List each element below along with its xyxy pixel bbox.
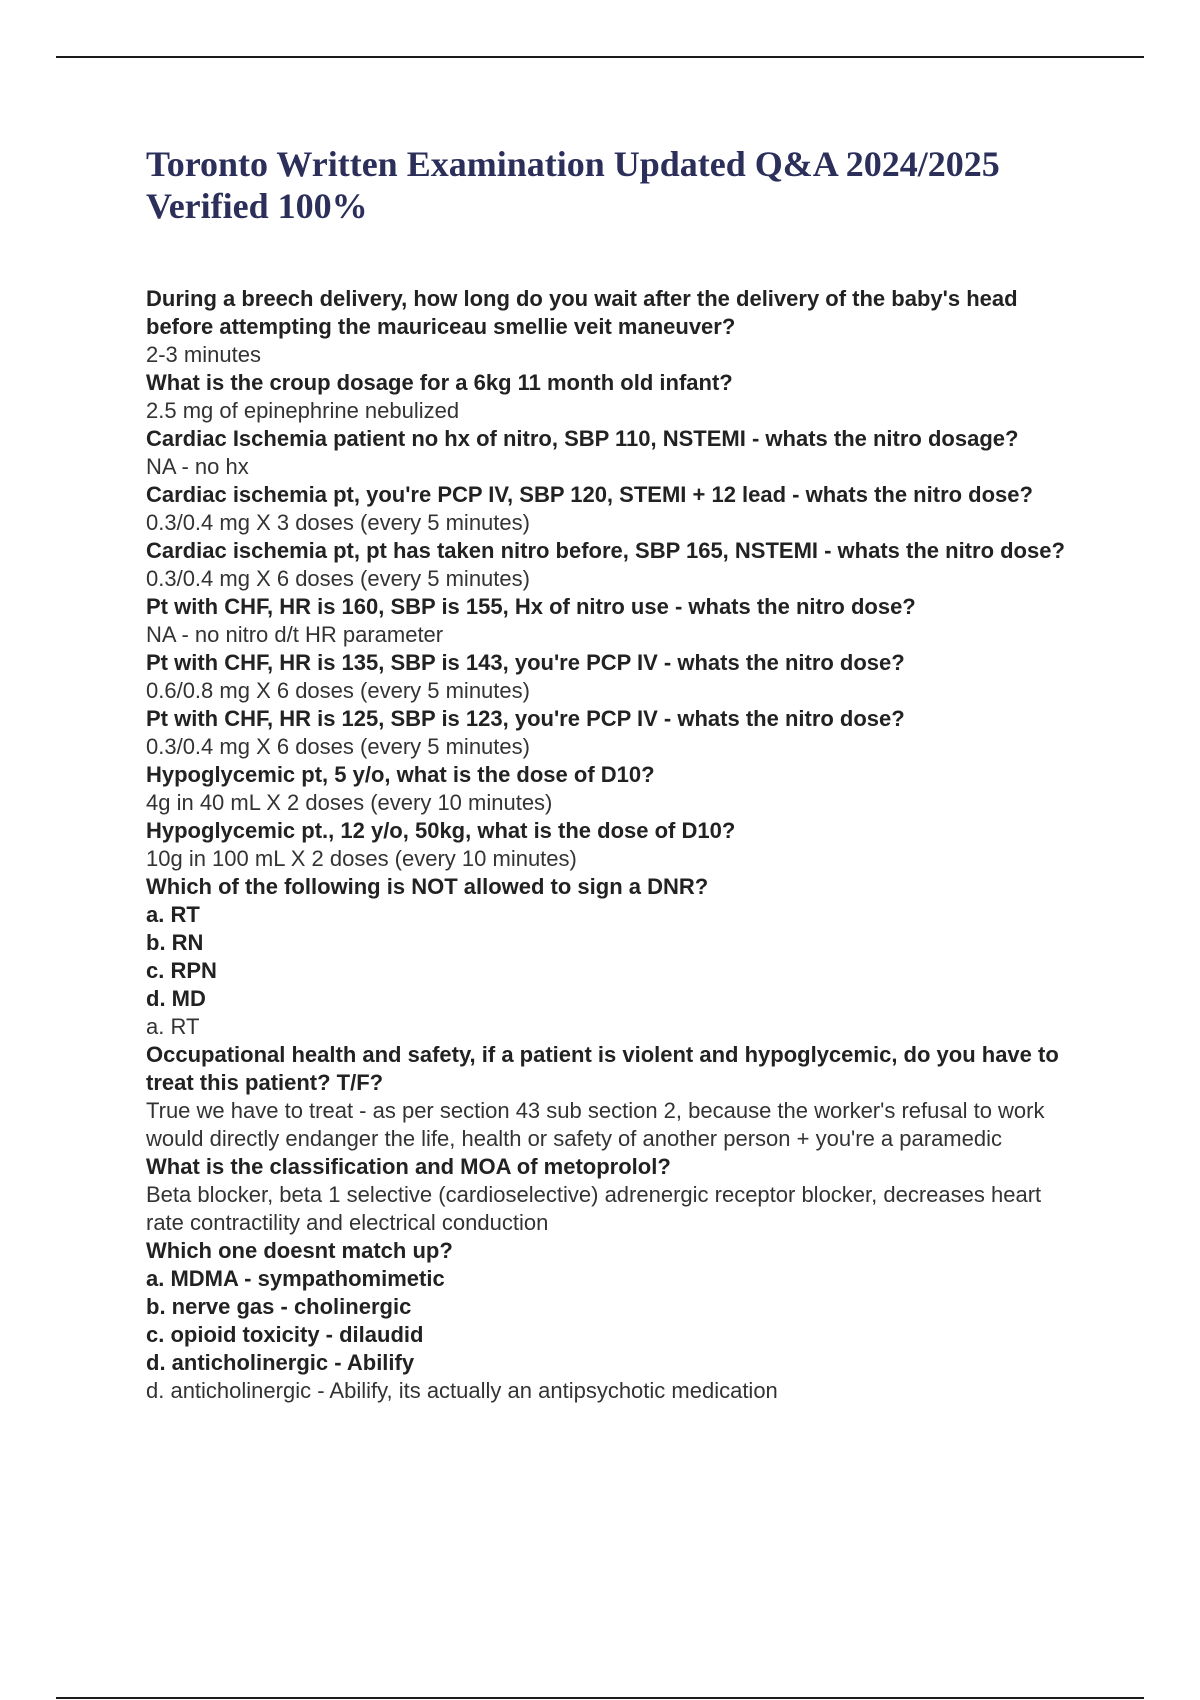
option: a. RT (146, 902, 200, 927)
qa-list (146, 285, 1066, 1405)
answer: NA - no hx (146, 454, 249, 479)
question: During a breech delivery, how long do you wait after the delivery of the baby's head before attempting the mauriceau smellie veit maneuver? (146, 286, 1018, 339)
question: Which one doesnt match up? (146, 1238, 453, 1263)
answer: 0.3/0.4 mg X 6 doses (every 5 minutes) (146, 566, 530, 591)
option: b. nerve gas - cholinergic (146, 1294, 412, 1319)
answer: NA - no nitro d/t HR parameter (146, 622, 444, 647)
question: Pt with CHF, HR is 160, SBP is 155, Hx of nitro use - whats the nitro dose? (146, 594, 916, 619)
qa-item (146, 1041, 1066, 1153)
answer: 0.3/0.4 mg X 3 doses (every 5 minutes) (146, 510, 530, 535)
option: c. RPN (146, 958, 217, 983)
qa-item (146, 649, 1066, 705)
qa-item (146, 481, 1066, 537)
question: Occupational health and safety, if a patient is violent and hypoglycemic, do you have to treat this patient? T/F? (146, 1042, 1059, 1095)
qa-item (146, 1153, 1066, 1237)
qa-item (146, 761, 1066, 817)
question: What is the croup dosage for a 6kg 11 month old infant? (146, 370, 733, 395)
question: Cardiac ischemia pt, you're PCP IV, SBP 120, STEMI + 12 lead - whats the nitro dose? (146, 482, 1033, 507)
question: Cardiac Ischemia patient no hx of nitro, SBP 110, NSTEMI - whats the nitro dosage? (146, 426, 1019, 451)
option: d. MD (146, 986, 206, 1011)
question: What is the classification and MOA of metoprolol? (146, 1154, 671, 1179)
option: b. RN (146, 930, 204, 955)
question: Which of the following is NOT allowed to sign a DNR? (146, 874, 709, 899)
answer: d. anticholinergic - Abilify, its actually an antipsychotic medication (146, 1378, 778, 1403)
qa-item (146, 593, 1066, 649)
answer: True we have to treat - as per section 43 sub section 2, because the worker's refusal to work would directly endanger the life, health or safety of another person + you're a paramedic (146, 1098, 1045, 1151)
qa-item (146, 705, 1066, 761)
answer: 4g in 40 mL X 2 doses (every 10 minutes) (146, 790, 553, 815)
qa-item (146, 369, 1066, 425)
answer: 2.5 mg of epinephrine nebulized (146, 398, 460, 423)
question: Hypoglycemic pt., 12 y/o, 50kg, what is the dose of D10? (146, 818, 736, 843)
answer: Beta blocker, beta 1 selective (cardioselective) adrenergic receptor blocker, decreases heart rate contractility and electrical conduction (146, 1182, 1042, 1235)
option: a. MDMA - sympathomimetic (146, 1266, 445, 1291)
option: d. anticholinergic - Abilify (146, 1350, 415, 1375)
answer: 10g in 100 mL X 2 doses (every 10 minutes) (146, 846, 577, 871)
option: c. opioid toxicity - dilaudid (146, 1322, 424, 1347)
qa-item (146, 1237, 1066, 1405)
answer: a. RT (146, 1014, 200, 1039)
answer: 2-3 minutes (146, 342, 261, 367)
qa-item (146, 425, 1066, 481)
question: Hypoglycemic pt, 5 y/o, what is the dose of D10? (146, 762, 655, 787)
question: Cardiac ischemia pt, pt has taken nitro before, SBP 165, NSTEMI - whats the nitro dose? (146, 538, 1065, 563)
document-title: Toronto Written Examination Updated Q&A 2024/2025 Verified 100% (146, 144, 1000, 226)
top-rule (56, 56, 1144, 58)
qa-item (146, 537, 1066, 593)
qa-item (146, 285, 1066, 369)
qa-item (146, 873, 1066, 1041)
answer: 0.3/0.4 mg X 6 doses (every 5 minutes) (146, 734, 530, 759)
answer: 0.6/0.8 mg X 6 doses (every 5 minutes) (146, 678, 530, 703)
question: Pt with CHF, HR is 125, SBP is 123, you're PCP IV - whats the nitro dose? (146, 706, 905, 731)
question: Pt with CHF, HR is 135, SBP is 143, you're PCP IV - whats the nitro dose? (146, 650, 905, 675)
qa-item (146, 817, 1066, 873)
bottom-rule (56, 1697, 1144, 1699)
